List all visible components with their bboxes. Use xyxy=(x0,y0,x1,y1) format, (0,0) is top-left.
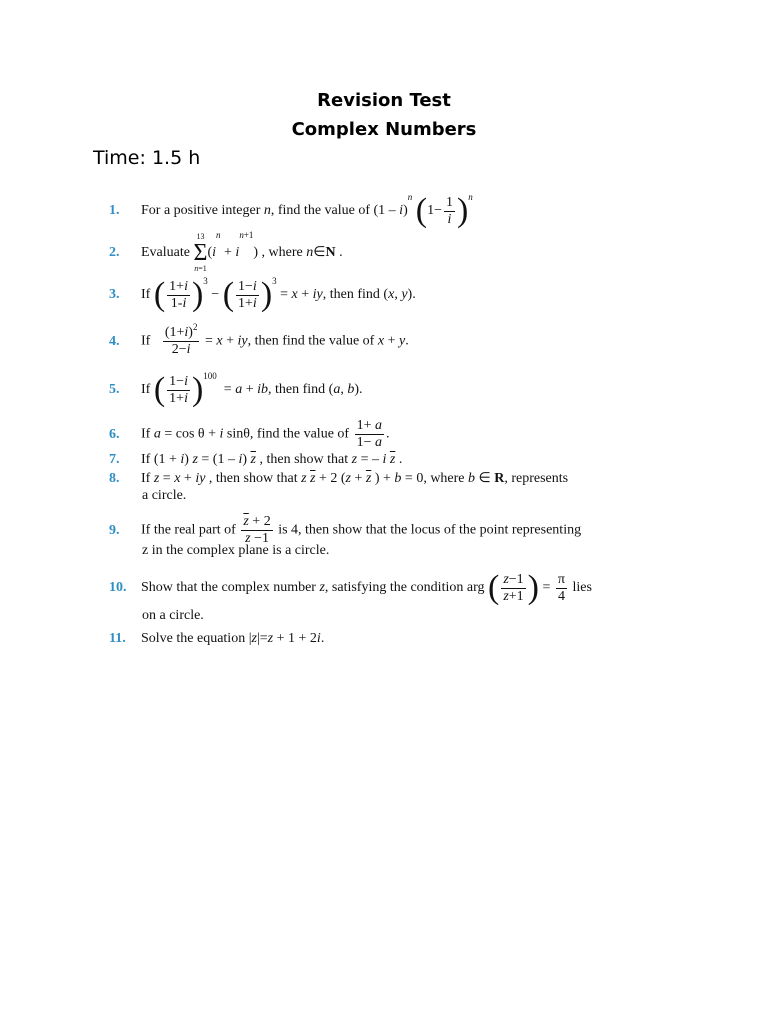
question-10-continued: on a circle. xyxy=(142,608,204,623)
question-text: If z = x + iy , then show that z $\overline{z} + 2$ ($z + \overline{z}$ ) + b = 0, where b ∈ R, represents xyxy=(141,471,569,486)
question-6 xyxy=(109,418,389,451)
question-text: Solve the equation |z|=z + 1 + 2i. xyxy=(141,631,325,646)
question-text: If a = cos θ + i sinθ, find the value of $\frac{1+ a}{1- a}$ . xyxy=(141,418,390,450)
question-8 xyxy=(109,470,568,488)
question-9-continued: z in the complex plane is a circle. xyxy=(142,543,330,558)
question-3 xyxy=(109,278,416,312)
question-text: If ( $\frac{1+i}{1-i}$ )$^3$ − ( $\frac{1-i}{1+i}$ )$^3$ = x + iy, then find (x, y). xyxy=(141,276,416,313)
question-text: If the real part of $\frac{\overline{z} + 2}{\overline{z} -1}$ is 4, then show that the locus of the point representing xyxy=(141,514,582,546)
question-text: If (1 + i) z = (1 – i) $\overline{z}$ , then show that z = – i $\overline{z}$ . xyxy=(141,452,403,467)
question-1 xyxy=(109,194,473,228)
question-text: Show that the complex number z, satisfying the condition arg ( $\frac{z-1}{z+1}$ ) = $\frac{\pi}{4}$ lies xyxy=(141,569,592,606)
question-text: For a positive integer n, find the value of (1 – i)$^n$ (1− $\frac{1}{i}$ )$^n$ xyxy=(141,192,473,229)
question-number: 3. xyxy=(109,287,120,303)
question-7 xyxy=(109,451,402,469)
question-10 xyxy=(109,571,592,605)
question-number: 11. xyxy=(109,631,126,647)
page-subtitle: Complex Numbers xyxy=(291,119,477,140)
question-text: If $\frac{(1+i)^2}{2-i}$ = x + iy, then find the value of x + y. xyxy=(141,322,409,357)
question-8-continued: a circle. xyxy=(142,488,187,503)
question-number: 10. xyxy=(109,580,127,596)
question-11 xyxy=(109,630,324,648)
question-number: 9. xyxy=(109,522,120,538)
question-number: 4. xyxy=(109,333,120,349)
page-title: Revision Test xyxy=(317,90,451,111)
time-limit: Time: 1.5 h xyxy=(93,147,201,169)
question-5 xyxy=(109,373,362,407)
question-number: 6. xyxy=(109,426,120,442)
question-4 xyxy=(109,322,409,358)
question-text: If ( $\frac{1-i}{1+i}$ )$^{100}$ = a + ib, then find (a, b). xyxy=(141,371,363,408)
question-text: Evaluate 13 Σ n=1 $(i^n + i^{n+1})$ , where n∈N . xyxy=(141,230,343,273)
question-number: 8. xyxy=(109,471,120,487)
question-number: 2. xyxy=(109,245,120,261)
question-2 xyxy=(109,232,343,274)
question-number: 1. xyxy=(109,203,120,219)
question-number: 7. xyxy=(109,452,120,468)
question-number: 5. xyxy=(109,382,120,398)
